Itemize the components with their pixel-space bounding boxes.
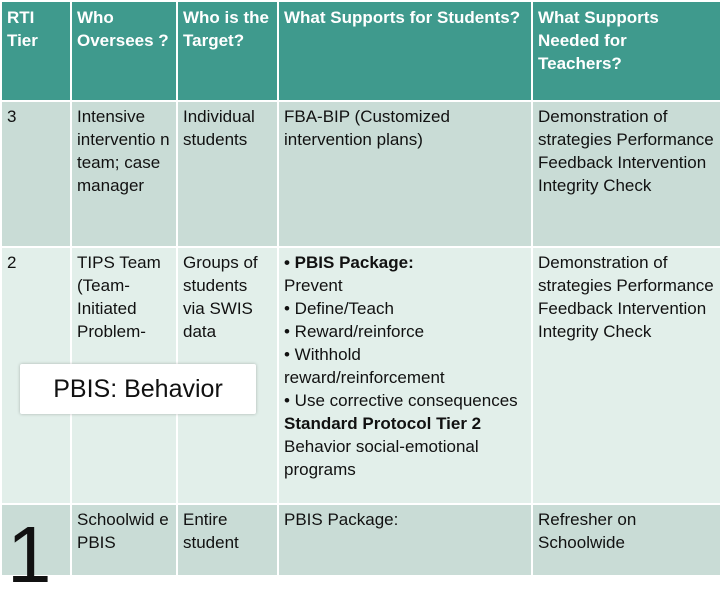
oversees-cell: Intensive interventio n team; case manager — [71, 101, 177, 247]
header-teacher-supports: What Supports Needed for Teachers? — [532, 1, 720, 101]
oversees-text: TIPS Team (Team-Initiated Problem- — [77, 253, 161, 341]
support-item: • Define/Teach — [284, 299, 394, 318]
header-rti-tier: RTI Tier — [1, 1, 71, 101]
header-who-oversees: Who Oversees ? — [71, 1, 177, 101]
support-tail: Behavior social-emotional programs — [284, 437, 479, 479]
teacher-supports-cell: Demonstration of strategies Performance Feedback Intervention Integrity Check — [532, 101, 720, 247]
header-who-target: Who is the Target? — [177, 1, 278, 101]
teacher-supports-cell: Demonstration of strategies Performance Feedback Intervention Integrity Check — [532, 247, 720, 504]
pbis-behavior-callout: PBIS: Behavior — [20, 364, 256, 414]
tier-number: 2 — [1, 247, 71, 504]
pbis-package-title: • PBIS Package: — [284, 253, 414, 272]
tier-number: 3 — [1, 101, 71, 247]
student-supports-cell: FBA-BIP (Customized intervention plans) — [278, 101, 532, 247]
tier-number: 1 — [1, 504, 71, 576]
standard-protocol-label: Standard Protocol Tier 2 — [284, 414, 482, 433]
student-supports-cell: PBIS Package: — [278, 504, 532, 576]
target-cell: Groups of students via SWIS data — [177, 247, 278, 504]
table-row-tier-3 — [1, 101, 720, 247]
target-cell: Entire student — [177, 504, 278, 576]
teacher-supports-cell: Refresher on Schoolwide — [532, 504, 720, 576]
target-cell: Individual students — [177, 101, 278, 247]
support-item: Prevent — [284, 276, 343, 295]
header-student-supports: What Supports for Students? — [278, 1, 532, 101]
support-item: • Reward/reinforce — [284, 322, 425, 341]
header-row — [1, 1, 720, 101]
student-supports-cell — [278, 247, 532, 504]
table-row-tier-1 — [1, 504, 720, 576]
support-item: • Withhold reward/reinforcement — [284, 345, 445, 387]
oversees-cell: Schoolwid e PBIS — [71, 504, 177, 576]
support-item: • Use corrective consequences — [284, 391, 518, 410]
